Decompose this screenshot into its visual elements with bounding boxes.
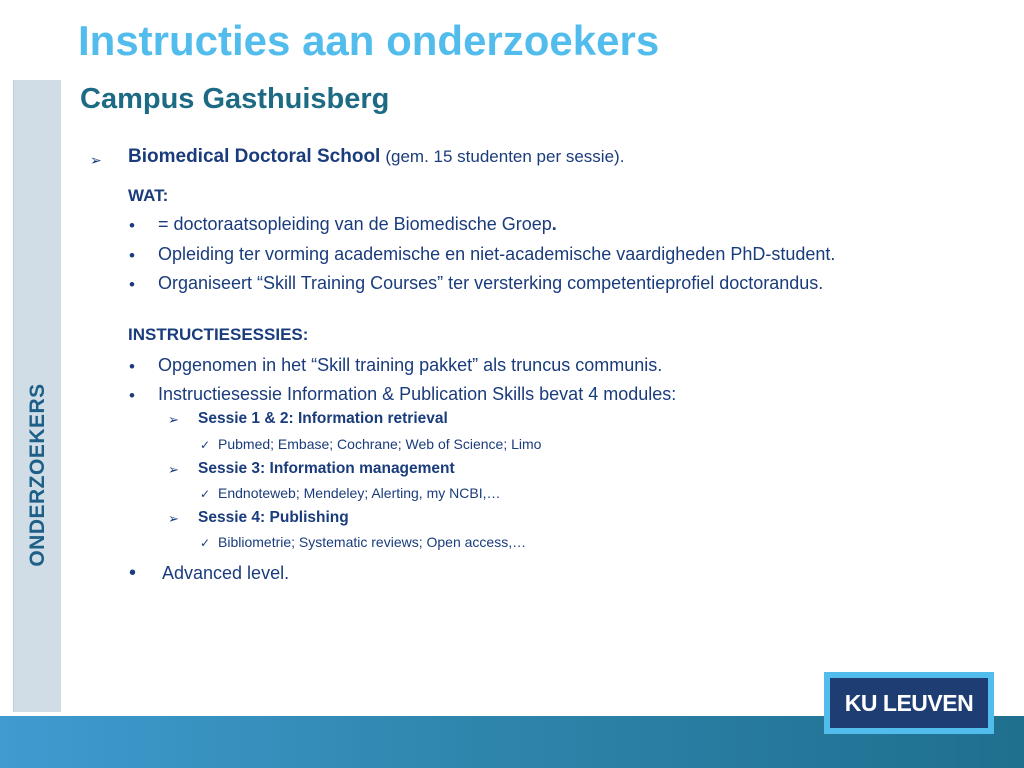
- heading-bold: Biomedical Doctoral School: [128, 146, 381, 167]
- wat-item-1: [158, 214, 557, 235]
- wat-item-2: Opleiding ter vorming academische en niet-academische vaardigheden PhD-student.: [158, 244, 836, 264]
- arrow-bullet-icon: ➢: [168, 511, 179, 526]
- check-icon: ✓: [200, 438, 211, 452]
- bullet-icon: •: [129, 246, 135, 265]
- slide-title: Instructies aan onderzoekers: [78, 17, 660, 64]
- logo-text: KU LEUVEN: [830, 678, 988, 728]
- arrow-bullet-icon: ➢: [168, 462, 179, 477]
- wat-item-3: Organiseert “Skill Training Courses” ter versterking competentieprofiel doctorandus.: [158, 273, 824, 293]
- session-1-detail: Pubmed; Embase; Cochrane; Web of Science; Limo: [218, 436, 542, 452]
- session-2-detail: Endnoteweb; Mendeley; Alerting, my NCBI,…: [218, 485, 501, 501]
- sidebar-label: ONDERZOEKERS: [25, 383, 49, 567]
- slide-subtitle: Campus Gasthuisberg: [80, 83, 390, 115]
- wat-item-1-text: = doctoraatsopleiding van de Biomedische Groep: [158, 214, 552, 234]
- session-3-detail: Bibliometrie; Systematic reviews; Open access,…: [218, 534, 527, 550]
- bullet-icon: •: [129, 216, 135, 235]
- arrow-bullet-icon: ➢: [90, 152, 102, 168]
- final-item: Advanced level.: [162, 563, 290, 583]
- session-1-title: Sessie 1 & 2: Information retrieval: [198, 410, 448, 427]
- arrow-bullet-icon: ➢: [168, 412, 179, 427]
- ku-leuven-logo: [824, 672, 994, 734]
- check-icon: ✓: [200, 536, 211, 550]
- check-icon: ✓: [200, 487, 211, 501]
- wat-label: WAT:: [128, 186, 169, 205]
- instructie-label: INSTRUCTIESESSIES:: [128, 325, 309, 344]
- heading-line: [128, 146, 624, 168]
- bullet-icon: •: [129, 357, 135, 376]
- bullet-icon: •: [129, 386, 135, 405]
- wat-item-1-suffix: .: [551, 214, 557, 234]
- bullet-icon: •: [129, 562, 137, 584]
- instructie-item-2: Instructiesessie Information & Publication Skills bevat 4 modules:: [158, 384, 677, 404]
- bullet-icon: •: [129, 275, 135, 294]
- heading-note: (gem. 15 studenten per sessie).: [385, 147, 625, 166]
- session-3-title: Sessie 4: Publishing: [198, 509, 349, 526]
- instructie-item-1: Opgenomen in het “Skill training pakket” als truncus communis.: [158, 355, 663, 375]
- session-2-title: Sessie 3: Information management: [198, 460, 455, 477]
